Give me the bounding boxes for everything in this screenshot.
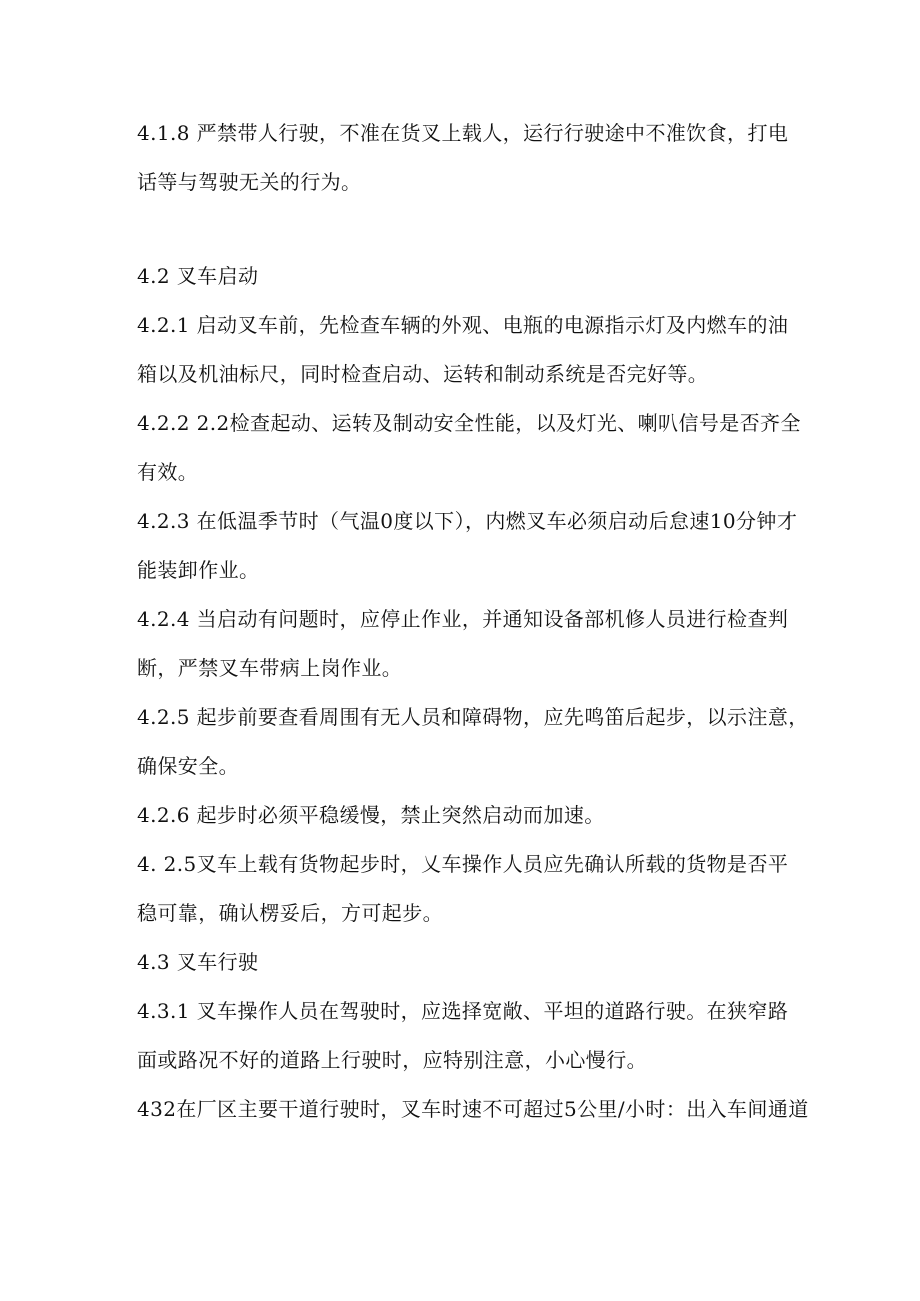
text-line: 4.2.3 在低温季节时（气温0度以下），内燃叉车必须启动后怠速10分钟才 bbox=[137, 509, 798, 533]
text-line: 话等与驾驶无关的行为。 bbox=[137, 170, 362, 194]
text-line: 能装卸作业。 bbox=[137, 558, 260, 582]
text-line: 4.2.2 2.2检查起动、运转及制动安全性能，以及灯光、喇叭信号是否齐全 bbox=[137, 411, 801, 435]
text-line: 4. 2.5叉车上载有货物起步时，乂车操作人员应先确认所载的货物是否平 bbox=[137, 852, 789, 876]
text-line: 4.2.1 启动叉车前，先检查车辆的外观、电瓶的电源指示灯及内燃车的油 bbox=[137, 313, 789, 337]
text-line: 确保安全。 bbox=[137, 754, 239, 778]
text-line: 432在厂区主要干道行驶时，叉车时速不可超过5公里/小时：出入车间通道 bbox=[137, 1097, 809, 1121]
text-line: 有效。 bbox=[137, 460, 199, 484]
text-line: 4.2.4 当启动有问题时，应停止作业，并通知设备部机修人员进行检查判 bbox=[137, 607, 789, 631]
text-line: 4.3.1 叉车操作人员在驾驶时，应选择宽敞、平坦的道路行驶。在狭窄路 bbox=[137, 999, 789, 1023]
text-line: 稳可靠，确认楞妥后，方可起步。 bbox=[137, 901, 443, 925]
section-heading: 4.2 叉车启动 bbox=[137, 264, 259, 288]
text-line: 面或路况不好的道路上行驶时，应特别注意，小心慢行。 bbox=[137, 1048, 647, 1072]
text-line: 4.2.5 起步前要查看周围有无人员和障碍物，应先鸣笛后起步，以示注意， bbox=[137, 705, 809, 729]
text-line: 断，严禁叉车带病上岗作业。 bbox=[137, 656, 403, 680]
section-heading: 4.3 叉车行驶 bbox=[137, 950, 259, 974]
text-line: 箱以及机油标尺，同时检查启动、运转和制动系统是否完好等。 bbox=[137, 362, 709, 386]
text-line: 4.2.6 起步时必须平稳缓慢，禁止突然启动而加速。 bbox=[137, 803, 605, 827]
text-line: 4.1.8 严禁带人行驶，不准在货叉上载人，运行行驶途中不准饮食，打电 bbox=[137, 121, 789, 145]
